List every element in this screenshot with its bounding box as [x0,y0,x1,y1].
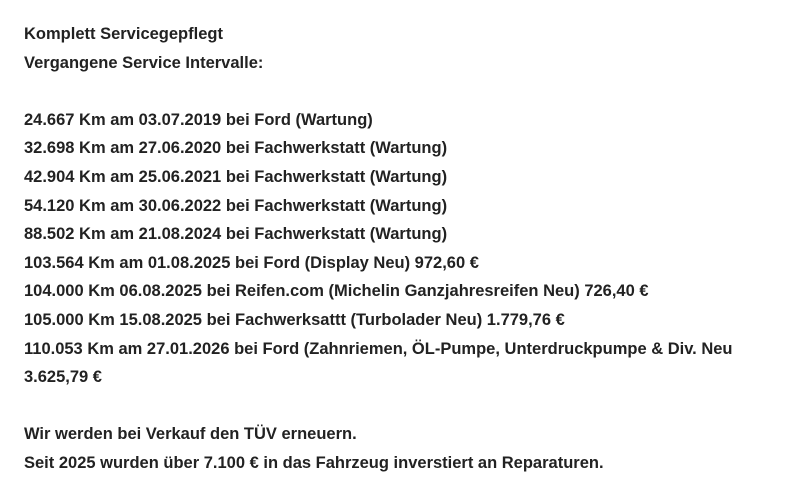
service-entry: 105.000 Km 15.08.2025 bei Fachwerksattt (Turbolader Neu) 1.779,76 € [24,310,565,329]
heading-service-intervals: Vergangene Service Intervalle: [24,53,264,72]
spacer [24,77,800,106]
service-entry: 103.564 Km am 01.08.2025 bei Ford (Display Neu) 972,60 € [24,253,479,272]
spacer [24,392,800,421]
service-entry: 110.053 Km am 27.01.2026 bei Ford (Zahnriemen, ÖL-Pumpe, Unterdruckpumpe & Div. Neu [24,339,733,358]
service-entry: 104.000 Km 06.08.2025 bei Reifen.com (Michelin Ganzjahresreifen Neu) 726,40 € [24,282,649,301]
heading-service-status: Komplett Servicegepflegt [24,25,223,43]
investment-note: Seit 2025 wurden über 7.100 € in das Fahrzeug inverstiert an Reparaturen. [24,453,604,472]
service-entry: 88.502 Km am 21.08.2024 bei Fachwerkstatt (Wartung) [24,225,448,244]
service-entry: 54.120 Km am 30.06.2022 bei Fachwerkstatt (Wartung) [24,196,448,215]
service-entry: 24.667 Km am 03.07.2019 bei Ford (Wartung) [24,110,373,129]
service-entry: 42.904 Km am 25.06.2021 bei Fachwerkstatt (Wartung) [24,167,448,186]
service-entry: 32.698 Km am 27.06.2020 bei Fachwerkstatt (Wartung) [24,139,448,158]
tuev-note: Wir werden bei Verkauf den TÜV erneuern. [24,425,357,444]
service-entry-continued: 3.625,79 € [24,368,102,387]
